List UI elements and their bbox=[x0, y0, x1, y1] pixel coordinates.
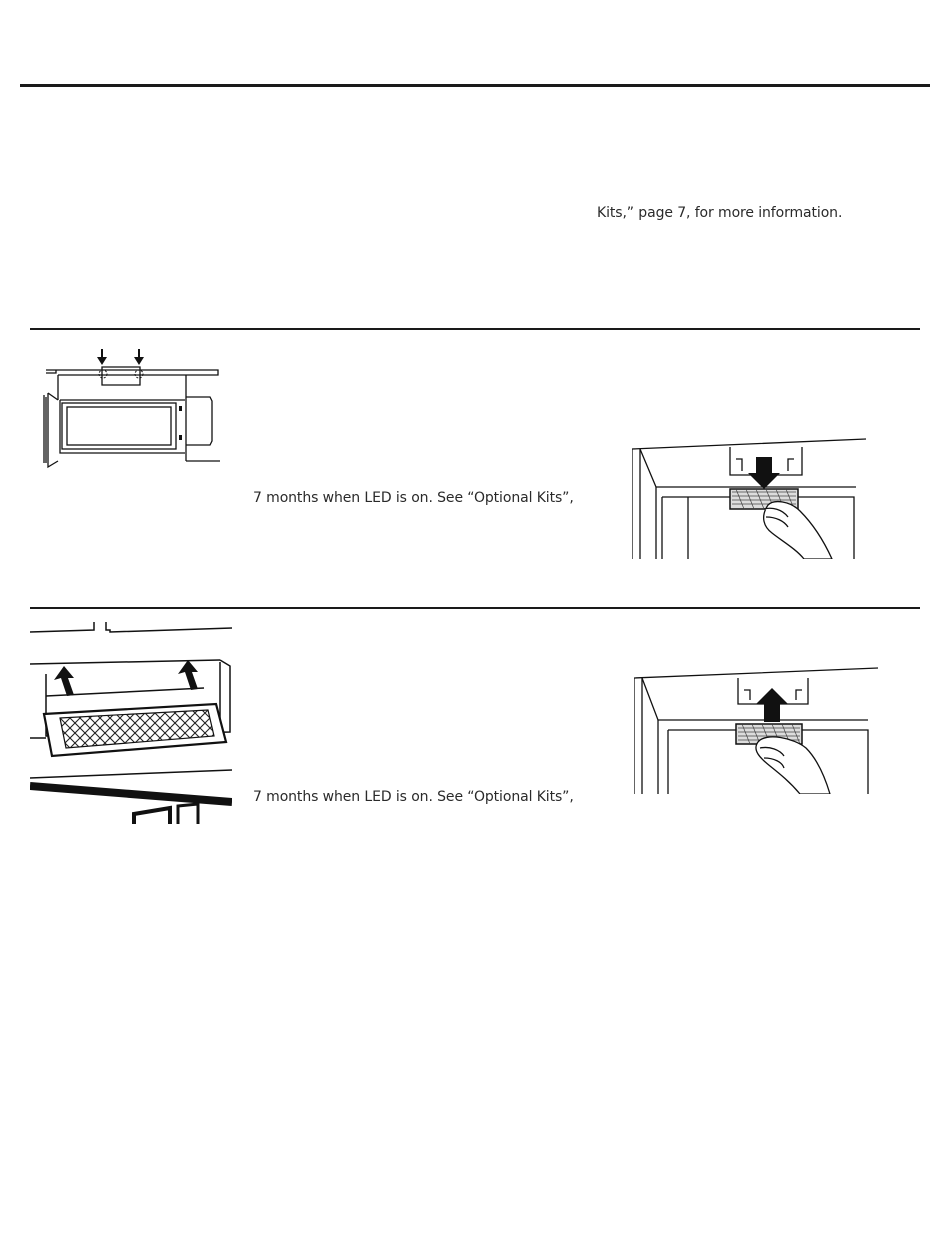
install-section-note: 7 months when LED is on. See “Optional Kits”, bbox=[253, 789, 574, 805]
section-divider-2 bbox=[30, 607, 920, 609]
header-rule bbox=[20, 84, 930, 87]
remove-section-note: 7 months when LED is on. See “Optional Kits”, bbox=[253, 490, 574, 506]
microwave-top-vent-illustration bbox=[40, 345, 225, 475]
hand-pulling-filter-down-illustration bbox=[632, 437, 868, 559]
top-text: Kits,” page 7, for more information. bbox=[597, 205, 843, 221]
hand-pushing-filter-up-illustration bbox=[634, 666, 880, 794]
charcoal-filter-insertion-illustration bbox=[30, 618, 232, 824]
section-divider-1 bbox=[30, 328, 920, 330]
